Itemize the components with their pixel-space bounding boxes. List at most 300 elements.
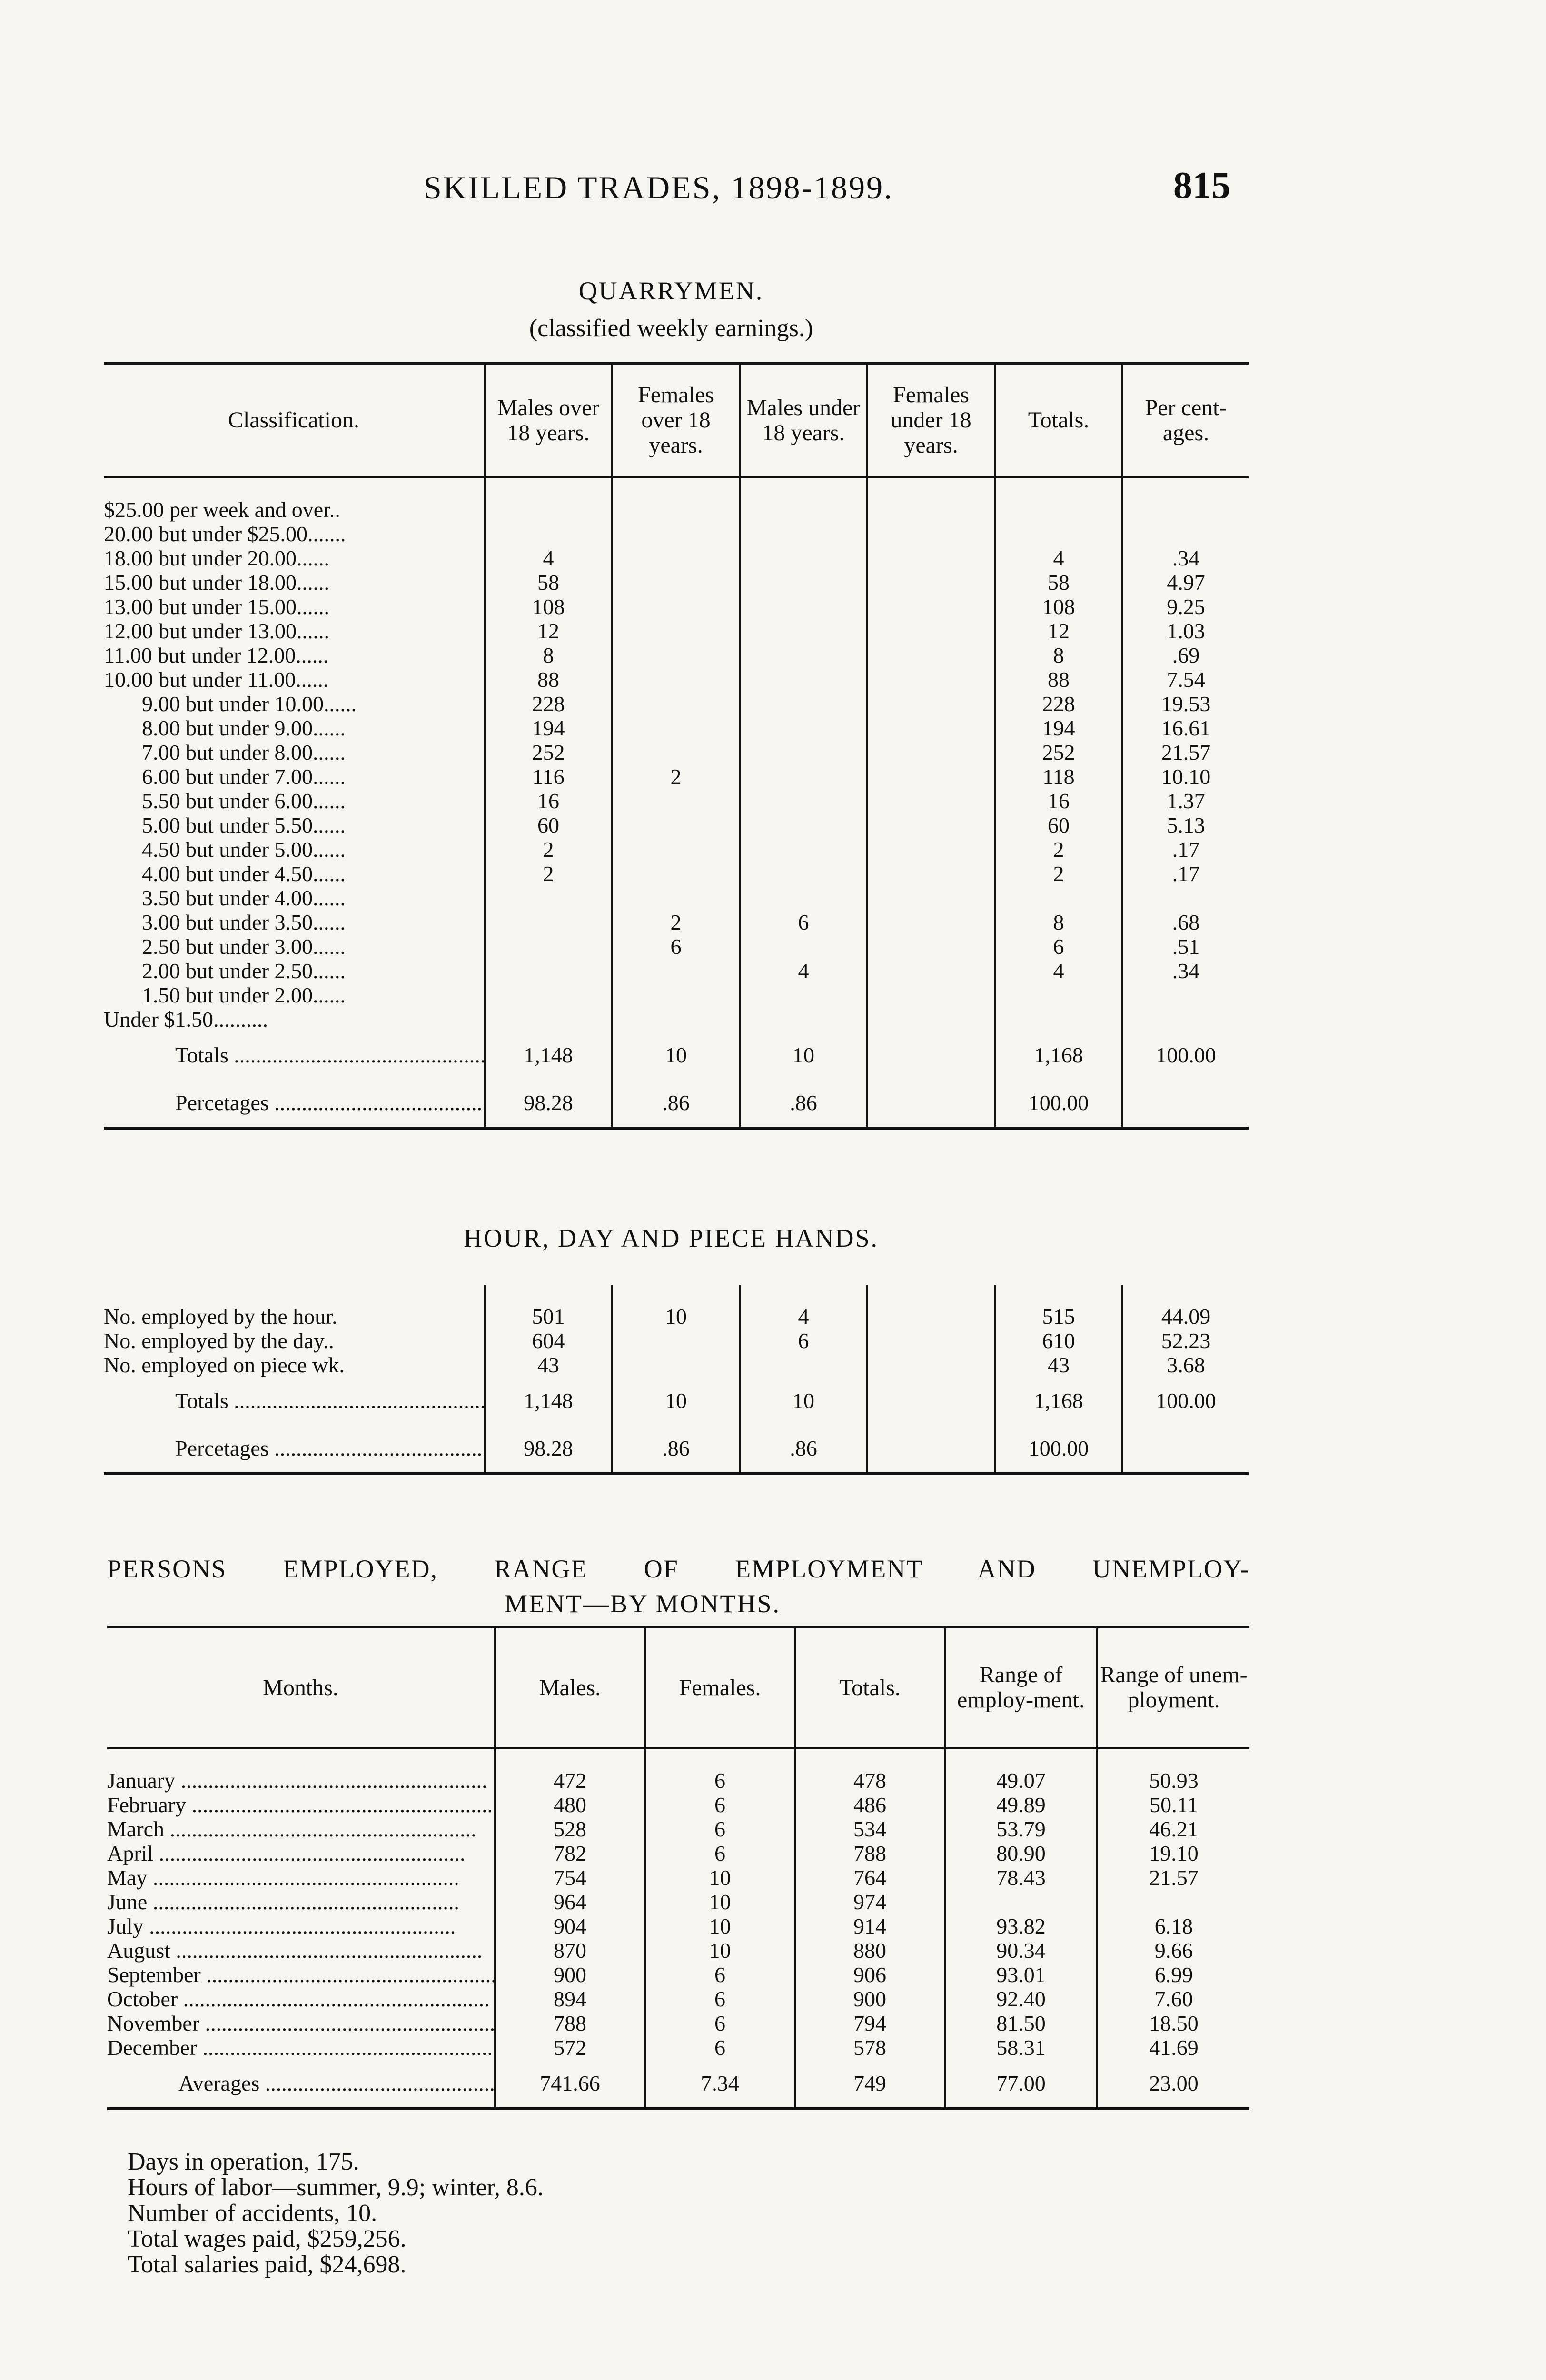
table-cell: 4 bbox=[740, 959, 867, 983]
table-cell: 6 bbox=[645, 2011, 795, 2035]
table-cell bbox=[867, 667, 995, 692]
row-label: 13.00 but under 15.00...... bbox=[104, 595, 330, 619]
table-cell bbox=[740, 740, 867, 764]
table-cell: 2 bbox=[612, 764, 740, 789]
col-classification: Classification. bbox=[104, 363, 485, 477]
row-label-cell bbox=[104, 667, 485, 692]
table-cell bbox=[740, 546, 867, 570]
table-cell bbox=[612, 740, 740, 764]
table-cell: 10 bbox=[740, 1031, 867, 1079]
table-cell bbox=[867, 1007, 995, 1031]
table-cell: .86 bbox=[612, 1079, 740, 1128]
table-cell: 6 bbox=[740, 910, 867, 934]
table-cell: 914 bbox=[795, 1914, 945, 1938]
quarrymen-header-row bbox=[104, 363, 1249, 477]
table-row bbox=[104, 886, 1249, 910]
row-label-cell bbox=[104, 837, 485, 862]
table-row bbox=[107, 1768, 1249, 1793]
table-cell bbox=[867, 619, 995, 643]
table-cell: .68 bbox=[1122, 910, 1249, 934]
table-row bbox=[104, 910, 1249, 934]
row-label: 4.50 but under 5.00...... bbox=[142, 837, 346, 862]
months-title-line2: MENT—BY MONTHS. bbox=[504, 1589, 781, 1618]
table-row bbox=[104, 643, 1249, 667]
table-cell bbox=[612, 1353, 740, 1377]
table-row bbox=[104, 546, 1249, 570]
row-label: Percetages ..... bbox=[104, 1092, 485, 1114]
table-cell: 100.00 bbox=[1122, 1377, 1249, 1425]
table-cell: 252 bbox=[995, 740, 1122, 764]
table-cell: .34 bbox=[1122, 959, 1249, 983]
row-label-cell bbox=[104, 910, 485, 934]
table-cell: 16.61 bbox=[1122, 716, 1249, 740]
row-label: 9.00 but under 10.00...... bbox=[142, 692, 357, 716]
table-cell bbox=[612, 837, 740, 862]
table-cell bbox=[867, 764, 995, 789]
row-label: October ..... bbox=[107, 1988, 490, 2010]
table-cell: 21.57 bbox=[1097, 1865, 1249, 1890]
table-cell: 4 bbox=[740, 1304, 867, 1329]
table-cell: 788 bbox=[495, 2011, 645, 2035]
row-label-cell bbox=[107, 1938, 495, 1963]
table-cell: 49.07 bbox=[945, 1768, 1097, 1793]
table-cell: 88 bbox=[485, 667, 612, 692]
table-cell bbox=[867, 595, 995, 619]
table-row bbox=[107, 1914, 1249, 1938]
table-cell bbox=[485, 983, 612, 1007]
table-cell bbox=[612, 789, 740, 813]
row-label: 10.00 but under 11.00...... bbox=[104, 667, 329, 692]
table-cell: 572 bbox=[495, 2035, 645, 2060]
table-cell: 194 bbox=[995, 716, 1122, 740]
row-label: May ..... bbox=[107, 1867, 459, 1889]
table-cell bbox=[867, 1031, 995, 1079]
table-cell: 194 bbox=[485, 716, 612, 740]
table-cell: 1.03 bbox=[1122, 619, 1249, 643]
table-cell: 8 bbox=[995, 643, 1122, 667]
table-cell: 6 bbox=[645, 2035, 795, 2060]
table-cell bbox=[867, 740, 995, 764]
table-cell bbox=[995, 522, 1122, 546]
quarrymen-table bbox=[104, 362, 1249, 1130]
table-cell bbox=[1097, 1890, 1249, 1914]
row-label-cell bbox=[107, 2060, 495, 2109]
table-cell bbox=[867, 910, 995, 934]
table-cell bbox=[740, 789, 867, 813]
table-cell: 472 bbox=[495, 1768, 645, 1793]
table-cell: 486 bbox=[795, 1793, 945, 1817]
col-females-over-18: Females over 18 years. bbox=[612, 363, 740, 477]
table-cell: .51 bbox=[1122, 934, 1249, 959]
table-cell bbox=[740, 837, 867, 862]
row-label: $25.00 per week and over.. bbox=[104, 497, 340, 522]
table-cell: 782 bbox=[495, 1841, 645, 1865]
table-cell bbox=[867, 813, 995, 837]
col-percentages: Per cent-ages. bbox=[1122, 363, 1249, 477]
row-label-cell bbox=[104, 692, 485, 716]
table-row bbox=[104, 497, 1249, 522]
table-cell bbox=[612, 1329, 740, 1353]
row-label-cell bbox=[107, 2035, 495, 2060]
table-cell bbox=[867, 643, 995, 667]
table-cell: 98.28 bbox=[485, 1079, 612, 1128]
row-label: November ..... bbox=[107, 2013, 495, 2034]
row-label-cell bbox=[107, 1793, 495, 1817]
table-cell: 4 bbox=[485, 546, 612, 570]
table-cell: 501 bbox=[485, 1304, 612, 1329]
spacer-row bbox=[107, 1748, 1249, 1768]
table-cell: 252 bbox=[485, 740, 612, 764]
table-row bbox=[104, 570, 1249, 595]
table-cell: 7.54 bbox=[1122, 667, 1249, 692]
table-cell: .17 bbox=[1122, 837, 1249, 862]
table-cell bbox=[1122, 1425, 1249, 1474]
table-cell bbox=[867, 1304, 995, 1329]
table-row bbox=[107, 1793, 1249, 1817]
table-cell: 52.23 bbox=[1122, 1329, 1249, 1353]
row-label: 6.00 but under 7.00...... bbox=[142, 764, 346, 789]
percentages-row bbox=[104, 1079, 1249, 1128]
months-header-row bbox=[107, 1627, 1249, 1748]
table-cell: 515 bbox=[995, 1304, 1122, 1329]
table-cell: 77.00 bbox=[945, 2060, 1097, 2109]
table-cell: 10.10 bbox=[1122, 764, 1249, 789]
table-row bbox=[104, 522, 1249, 546]
table-cell bbox=[612, 862, 740, 886]
quarrymen-body bbox=[104, 477, 1249, 1128]
table-cell bbox=[945, 1890, 1097, 1914]
row-label: 3.00 but under 3.50...... bbox=[142, 910, 346, 934]
table-cell: 788 bbox=[795, 1841, 945, 1865]
row-label-cell bbox=[104, 862, 485, 886]
hour-day-piece-body bbox=[104, 1285, 1249, 1474]
table-cell: 92.40 bbox=[945, 1987, 1097, 2011]
table-cell bbox=[612, 619, 740, 643]
table-cell bbox=[867, 1079, 995, 1128]
table-cell bbox=[485, 934, 612, 959]
table-cell: 58 bbox=[485, 570, 612, 595]
table-cell: 900 bbox=[795, 1987, 945, 2011]
row-label: March ..... bbox=[107, 1818, 476, 1840]
table-cell: 6 bbox=[645, 1817, 795, 1841]
table-cell: 100.00 bbox=[1122, 1031, 1249, 1079]
table-cell: 41.69 bbox=[1097, 2035, 1249, 2060]
table-row bbox=[104, 934, 1249, 959]
table-cell: 12 bbox=[485, 619, 612, 643]
row-label-cell bbox=[104, 1329, 485, 1353]
table-cell bbox=[485, 522, 612, 546]
table-cell: 1,168 bbox=[995, 1031, 1122, 1079]
table-cell: 2 bbox=[612, 910, 740, 934]
table-cell: .34 bbox=[1122, 546, 1249, 570]
table-row bbox=[107, 1987, 1249, 2011]
table-cell bbox=[485, 886, 612, 910]
row-label-cell bbox=[104, 1304, 485, 1329]
row-label-cell bbox=[104, 1079, 485, 1128]
table-cell bbox=[867, 934, 995, 959]
row-label-cell bbox=[107, 1841, 495, 1865]
table-cell bbox=[1122, 497, 1249, 522]
row-label-cell bbox=[104, 1007, 485, 1031]
table-row bbox=[107, 2011, 1249, 2035]
table-cell bbox=[1122, 1079, 1249, 1128]
row-label-cell bbox=[104, 983, 485, 1007]
table-cell: 10 bbox=[612, 1304, 740, 1329]
table-row bbox=[104, 667, 1249, 692]
row-label: Under $1.50.......... bbox=[104, 1007, 268, 1031]
table-cell bbox=[867, 983, 995, 1007]
row-label: June ..... bbox=[107, 1891, 459, 1913]
totals-row bbox=[104, 1377, 1249, 1425]
row-label: September ..... bbox=[107, 1964, 495, 1986]
row-label: January ..... bbox=[107, 1770, 487, 1792]
row-label: 2.50 but under 3.00...... bbox=[142, 934, 346, 959]
table-cell bbox=[1122, 522, 1249, 546]
table-cell: 6 bbox=[740, 1329, 867, 1353]
table-cell bbox=[485, 959, 612, 983]
table-row bbox=[104, 764, 1249, 789]
col-females: Females. bbox=[645, 1627, 795, 1748]
row-label: 1.50 but under 2.00...... bbox=[142, 983, 346, 1007]
row-label: No. employed by the hour. bbox=[104, 1304, 337, 1329]
table-cell: 7.60 bbox=[1097, 1987, 1249, 2011]
table-cell: 43 bbox=[485, 1353, 612, 1377]
spacer-row bbox=[104, 477, 1249, 497]
table-cell: 19.10 bbox=[1097, 1841, 1249, 1865]
row-label-cell bbox=[104, 813, 485, 837]
table-cell bbox=[612, 886, 740, 910]
row-label: Totals ..... bbox=[104, 1390, 485, 1412]
table-cell bbox=[867, 862, 995, 886]
table-cell: 2 bbox=[485, 862, 612, 886]
table-row bbox=[104, 595, 1249, 619]
row-label: July ..... bbox=[107, 1915, 456, 1937]
table-cell: 228 bbox=[995, 692, 1122, 716]
row-label-cell bbox=[104, 1377, 485, 1425]
table-cell: 754 bbox=[495, 1865, 645, 1890]
table-row bbox=[104, 740, 1249, 764]
table-cell bbox=[867, 497, 995, 522]
row-label: 3.50 but under 4.00...... bbox=[142, 886, 346, 910]
table-cell: .17 bbox=[1122, 862, 1249, 886]
note-days: Days in operation, 175. bbox=[128, 2148, 359, 2175]
table-cell bbox=[867, 546, 995, 570]
table-cell: 534 bbox=[795, 1817, 945, 1841]
percentages-row bbox=[104, 1425, 1249, 1474]
table-cell: 81.50 bbox=[945, 2011, 1097, 2035]
col-females-under-18: Females under 18 years. bbox=[867, 363, 995, 477]
row-label-cell bbox=[104, 595, 485, 619]
table-cell bbox=[740, 1007, 867, 1031]
table-cell bbox=[612, 570, 740, 595]
table-row bbox=[104, 1007, 1249, 1031]
table-cell: 228 bbox=[485, 692, 612, 716]
col-males: Males. bbox=[495, 1627, 645, 1748]
table-cell bbox=[740, 595, 867, 619]
table-cell: 1,148 bbox=[485, 1377, 612, 1425]
table-cell bbox=[995, 497, 1122, 522]
table-cell bbox=[867, 789, 995, 813]
table-cell bbox=[740, 934, 867, 959]
table-cell bbox=[612, 497, 740, 522]
table-cell: 100.00 bbox=[995, 1079, 1122, 1128]
row-label: 7.00 but under 8.00...... bbox=[142, 740, 346, 764]
quarrymen-subtitle: (classified weekly earnings.) bbox=[529, 315, 813, 342]
table-row bbox=[107, 1817, 1249, 1841]
table-cell bbox=[740, 692, 867, 716]
row-label-cell bbox=[104, 886, 485, 910]
table-cell bbox=[740, 862, 867, 886]
table-cell: 894 bbox=[495, 1987, 645, 2011]
table-cell bbox=[740, 886, 867, 910]
table-cell bbox=[740, 667, 867, 692]
table-cell: 108 bbox=[485, 595, 612, 619]
table-cell: 578 bbox=[795, 2035, 945, 2060]
table-cell: 6 bbox=[645, 1987, 795, 2011]
row-label-cell bbox=[104, 643, 485, 667]
table-cell bbox=[612, 643, 740, 667]
row-label-cell bbox=[104, 934, 485, 959]
table-cell bbox=[612, 716, 740, 740]
table-cell bbox=[612, 692, 740, 716]
row-label: 11.00 but under 12.00...... bbox=[104, 643, 329, 667]
table-cell: 749 bbox=[795, 2060, 945, 2109]
table-cell: 6 bbox=[645, 1793, 795, 1817]
col-males-under-18: Males under 18 years. bbox=[740, 363, 867, 477]
table-row bbox=[107, 1890, 1249, 1914]
table-cell bbox=[485, 910, 612, 934]
footnotes bbox=[128, 2149, 544, 2278]
table-cell: .86 bbox=[740, 1079, 867, 1128]
table-cell: 98.28 bbox=[485, 1425, 612, 1474]
row-label: 8.00 but under 9.00...... bbox=[142, 716, 346, 740]
table-cell bbox=[867, 1353, 995, 1377]
row-label-cell bbox=[104, 522, 485, 546]
table-cell: 741.66 bbox=[495, 2060, 645, 2109]
table-cell: 480 bbox=[495, 1793, 645, 1817]
averages-row bbox=[107, 2060, 1249, 2109]
table-cell: 43 bbox=[995, 1353, 1122, 1377]
table-cell bbox=[485, 1007, 612, 1031]
table-cell: 974 bbox=[795, 1890, 945, 1914]
page-number: 815 bbox=[1173, 165, 1230, 207]
table-cell: 4.97 bbox=[1122, 570, 1249, 595]
table-cell: 10 bbox=[645, 1865, 795, 1890]
table-cell: 10 bbox=[612, 1031, 740, 1079]
table-cell bbox=[612, 522, 740, 546]
table-cell: 7.34 bbox=[645, 2060, 795, 2109]
table-cell: 6 bbox=[645, 1841, 795, 1865]
row-label: August ..... bbox=[107, 1940, 482, 1962]
table-cell bbox=[740, 619, 867, 643]
table-cell bbox=[740, 716, 867, 740]
table-cell: 9.66 bbox=[1097, 1938, 1249, 1963]
table-row bbox=[107, 1963, 1249, 1987]
table-row bbox=[104, 716, 1249, 740]
table-row bbox=[104, 692, 1249, 716]
table-cell bbox=[1122, 886, 1249, 910]
row-label-cell bbox=[107, 1963, 495, 1987]
table-cell bbox=[612, 813, 740, 837]
table-cell: 49.89 bbox=[945, 1793, 1097, 1817]
table-cell bbox=[740, 522, 867, 546]
table-cell: 2 bbox=[995, 862, 1122, 886]
table-cell bbox=[740, 764, 867, 789]
table-row bbox=[104, 837, 1249, 862]
table-cell: 16 bbox=[485, 789, 612, 813]
table-cell: 58 bbox=[995, 570, 1122, 595]
table-cell: 100.00 bbox=[995, 1425, 1122, 1474]
row-label-cell bbox=[104, 789, 485, 813]
table-row bbox=[104, 789, 1249, 813]
table-cell: 4 bbox=[995, 546, 1122, 570]
table-cell bbox=[612, 546, 740, 570]
table-cell bbox=[740, 813, 867, 837]
table-cell bbox=[867, 1425, 995, 1474]
table-cell bbox=[867, 1329, 995, 1353]
row-label: 2.00 but under 2.50...... bbox=[142, 959, 346, 983]
table-cell bbox=[867, 886, 995, 910]
table-cell: 23.00 bbox=[1097, 2060, 1249, 2109]
table-cell bbox=[867, 522, 995, 546]
table-cell: 794 bbox=[795, 2011, 945, 2035]
row-label: No. employed by the day.. bbox=[104, 1329, 334, 1353]
table-cell: 21.57 bbox=[1122, 740, 1249, 764]
row-label: No. employed on piece wk. bbox=[104, 1353, 345, 1377]
table-cell: 8 bbox=[995, 910, 1122, 934]
note-hours: Hours of labor—summer, 9.9; winter, 8.6. bbox=[128, 2174, 544, 2201]
table-row bbox=[104, 862, 1249, 886]
table-cell bbox=[995, 886, 1122, 910]
table-cell: 18.50 bbox=[1097, 2011, 1249, 2035]
table-cell: 93.82 bbox=[945, 1914, 1097, 1938]
row-label-cell bbox=[107, 1914, 495, 1938]
table-cell bbox=[867, 837, 995, 862]
table-cell: 90.34 bbox=[945, 1938, 1097, 1963]
table-cell: 60 bbox=[995, 813, 1122, 837]
totals-row bbox=[104, 1031, 1249, 1079]
note-salaries: Total salaries paid, $24,698. bbox=[128, 2251, 406, 2278]
table-cell: 764 bbox=[795, 1865, 945, 1890]
table-row bbox=[104, 813, 1249, 837]
row-label: February ..... bbox=[107, 1794, 495, 1816]
spacer-row bbox=[104, 1285, 1249, 1304]
table-cell: 6 bbox=[612, 934, 740, 959]
row-label-cell bbox=[104, 716, 485, 740]
table-row bbox=[104, 1329, 1249, 1353]
running-header: SKILLED TRADES, 1898-1899. bbox=[424, 169, 894, 206]
table-cell: 1.37 bbox=[1122, 789, 1249, 813]
table-cell: 10 bbox=[612, 1377, 740, 1425]
table-cell bbox=[995, 983, 1122, 1007]
table-cell: 78.43 bbox=[945, 1865, 1097, 1890]
col-totals: Totals. bbox=[995, 363, 1122, 477]
table-cell: 610 bbox=[995, 1329, 1122, 1353]
table-cell bbox=[612, 667, 740, 692]
table-cell: 108 bbox=[995, 595, 1122, 619]
hour-day-piece-table bbox=[104, 1285, 1249, 1475]
row-label: 5.00 but under 5.50...... bbox=[142, 813, 346, 837]
row-label: 5.50 but under 6.00...... bbox=[142, 789, 346, 813]
table-row bbox=[107, 2035, 1249, 2060]
row-label-cell bbox=[104, 546, 485, 570]
table-cell bbox=[995, 1007, 1122, 1031]
months-body bbox=[107, 1748, 1249, 2109]
table-cell: .86 bbox=[740, 1425, 867, 1474]
row-label: 4.00 but under 4.50...... bbox=[142, 862, 346, 886]
table-row bbox=[107, 1865, 1249, 1890]
row-label-cell bbox=[104, 959, 485, 983]
